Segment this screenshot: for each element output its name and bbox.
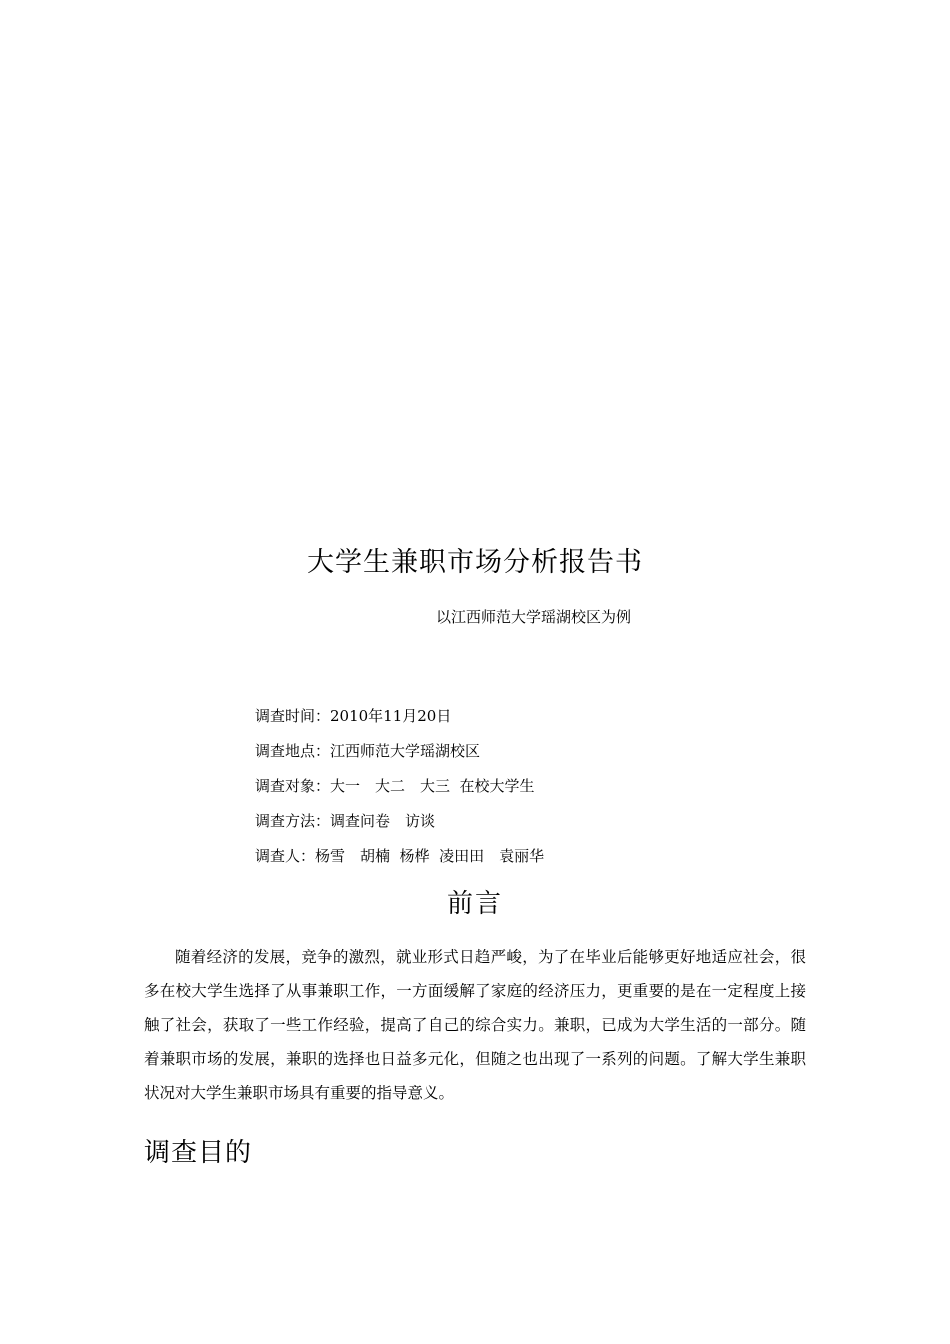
survey-method: 调查方法：调查问卷 访谈 bbox=[255, 812, 436, 830]
document-title: 大学生兼职市场分析报告书 bbox=[307, 547, 643, 578]
survey-info-block bbox=[255, 705, 544, 880]
purpose-heading: 调查目的 bbox=[144, 1138, 253, 1168]
survey-time: 调查时间：2010年11月20日 bbox=[255, 707, 452, 725]
preface-heading: 前言 bbox=[446, 889, 503, 919]
survey-investigators: 调查人：杨雪 胡楠 杨桦 凌田田 袁丽华 bbox=[255, 847, 545, 865]
survey-location: 调查地点：江西师范大学瑶湖校区 bbox=[255, 742, 481, 760]
preface-paragraph: 随着经济的发展，竞争的激烈，就业形式日趋严峻，为了在毕业后能够更好地适应社会，很多在校大学生选择了从事兼职工作，一方面缓解了家庭的经济压力，更重要的是在一定程度上接触了社会，获取了一些工作经验，提高了自己的综合实力。兼职，已成为大学生活的一部分。随着兼职市场的发展，兼职的选择也日益多元化，但随之也出现了一系列的问题。了解大学生兼职状况对大学生兼职市场具有重要的指导意义。 bbox=[144, 948, 806, 1102]
survey-subjects: 调查对象：大一 大二 大三 在校大学生 bbox=[255, 777, 535, 795]
document-subtitle: 以江西师范大学瑶湖校区为例 bbox=[436, 608, 632, 626]
